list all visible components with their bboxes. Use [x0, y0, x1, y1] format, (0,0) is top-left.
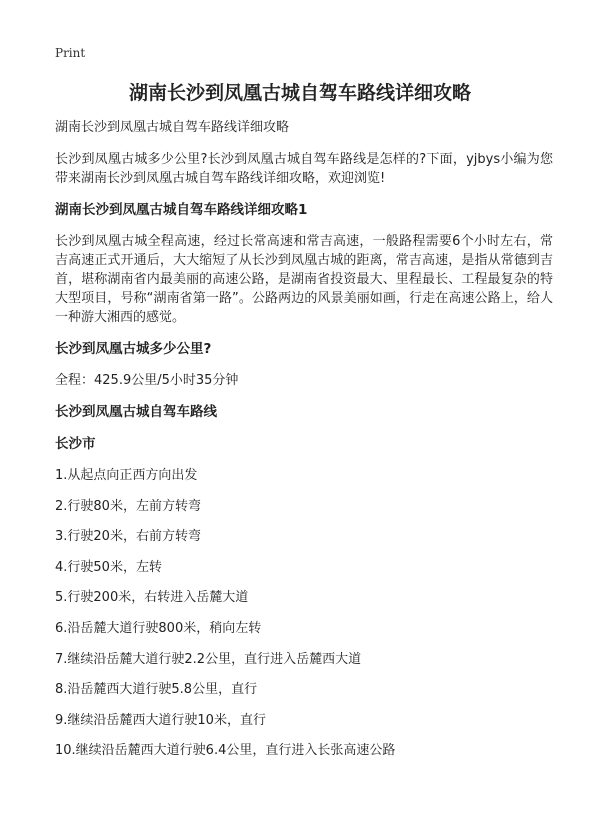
route-step: 4.行驶50米，左转: [55, 559, 162, 575]
route-step: 2.行驶80米，左前方转弯: [55, 498, 201, 514]
route-step: 7.继续沿岳麓大道行驶2.2公里，直行进入岳麓西大道: [55, 651, 362, 667]
article-body: [55, 118, 553, 772]
route-step: 8.沿岳麓西大道行驶5.8公里，直行: [55, 682, 258, 698]
route-step: 6.沿岳麓大道行驶800米，稍向左转: [55, 620, 262, 636]
route-step: 10.继续沿岳麓西大道行驶6.4公里，直行进入长张高速公路: [55, 743, 396, 759]
city-heading: 长沙市: [55, 436, 96, 452]
route-step: 3.行驶20米，右前方转弯: [55, 529, 201, 545]
section-heading: 湖南长沙到凤凰古城自驾车路线详细攻略1: [55, 202, 308, 218]
route-steps-list: [55, 466, 553, 761]
route-step: 1.从起点向正西方向出发: [55, 468, 198, 483]
route-step: 9.继续沿岳麓西大道行驶10米，直行: [55, 712, 266, 728]
print-link[interactable]: Print: [55, 46, 86, 60]
route-heading: 长沙到凤凰古城自驾车路线: [55, 404, 217, 420]
section-paragraph: 长沙到凤凰古城全程高速，经过长常高速和常吉高速，一般路程需要6个小时左右，常吉高速正式开通后，大大缩短了从长沙到凤凰古城的距离，常吉高速，是指从常德到吉首，堪称湖南省内最美丽的高速公路，是湖南省投资最大、里程最长、工程最复杂的特大型项目，号称“湖南省第一路”。公路两边的风景美丽如画，行走在高速公路上，给人一种游大湘西的感觉。: [55, 234, 553, 325]
distance-heading: 长沙到凤凰古城多少公里?: [55, 341, 212, 357]
distance-text: 全程：425.9公里/5小时35分钟: [55, 373, 239, 388]
page-title: 湖南长沙到凤凰古城自驾车路线详细攻略: [128, 82, 471, 104]
intro-paragraph: 长沙到凤凰古城多少公里?长沙到凤凰古城自驾车路线是怎样的?下面，yjbys小编为您带来湖南长沙到凤凰古城自驾车路线详细攻略，欢迎浏览!: [55, 152, 553, 186]
route-step: 5.行驶200米，右转进入岳麓大道: [55, 590, 249, 606]
article-subtitle: 湖南长沙到凤凰古城自驾车路线详细攻略: [55, 120, 290, 135]
